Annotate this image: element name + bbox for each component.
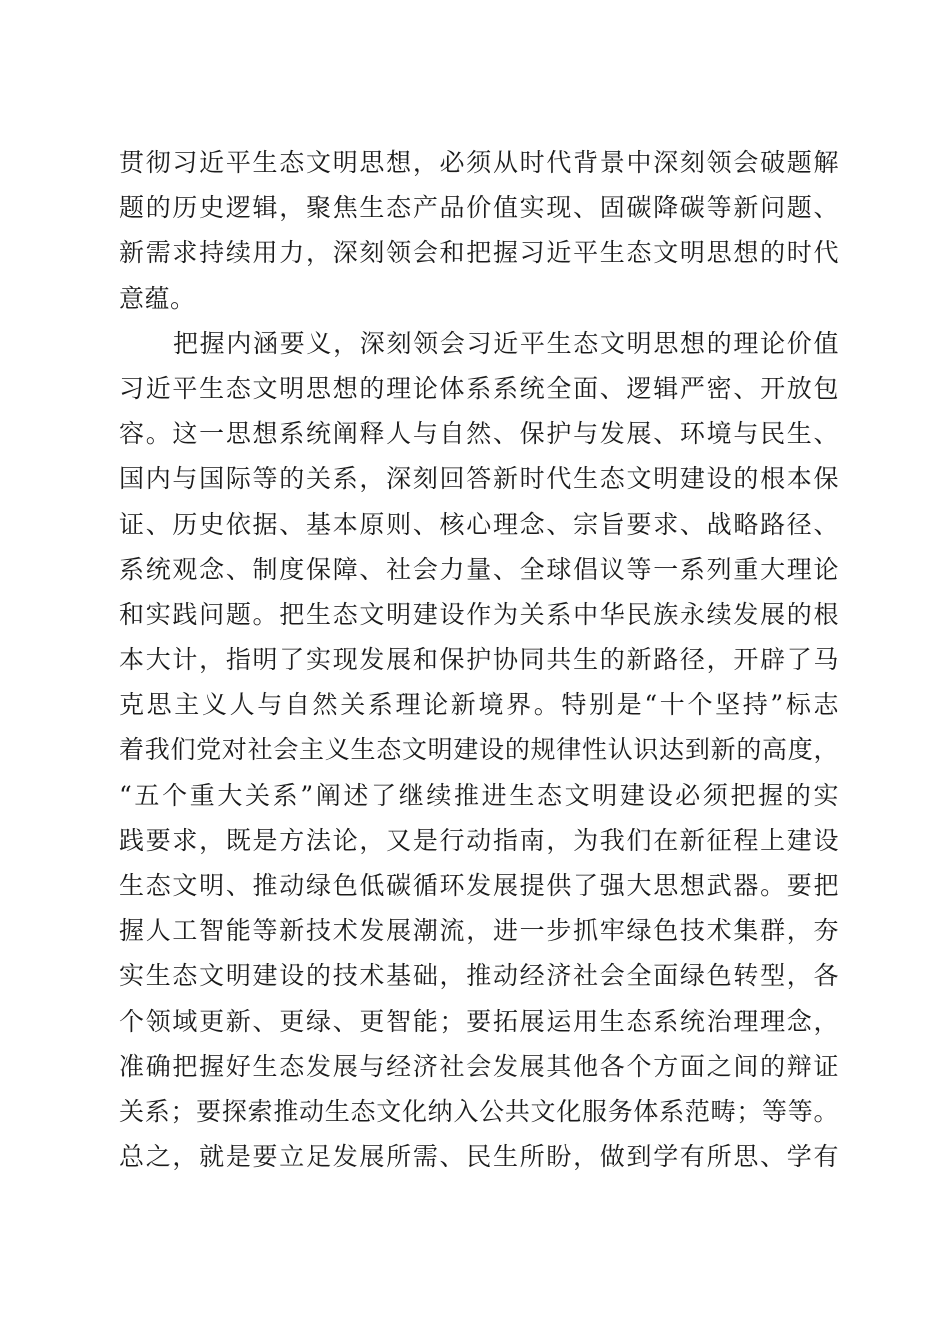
text-line: 关系；要探索推动生态文化纳入公共文化服务体系范畴；等等。 [119, 1096, 839, 1126]
text-line: 题的历史逻辑，聚焦生态产品价值实现、固碳降碳等新问题、 [119, 193, 839, 223]
text-line: 习近平生态文明思想的理论体系系统全面、逻辑严密、开放包 [119, 373, 839, 403]
text-line: 克思主义人与自然关系理论新境界。特别是“十个坚持”标志 [119, 690, 839, 720]
text-line: 生态文明、推动绿色低碳循环发展提供了强大思想武器。要把 [119, 871, 839, 900]
text-line: 个领域更新、更绿、更智能；要拓展运用生态系统治理理念， [119, 1006, 839, 1036]
text-line: “五个重大关系”阐述了继续推进生态文明建设必须把握的实 [119, 780, 839, 810]
text-line: 证、历史依据、基本原则、核心理念、宗旨要求、战略路径、 [119, 509, 839, 539]
text-line: 实生态文明建设的技术基础，推动经济社会全面绿色转型，各 [119, 961, 839, 991]
text-line: 准确把握好生态发展与经济社会发展其他各个方面之间的辩证 [119, 1051, 839, 1081]
text-line: 握人工智能等新技术发展潮流，进一步抓牢绿色技术集群，夯 [119, 916, 839, 946]
text-line: 贯彻习近平生态文明思想，必须从时代背景中深刻领会破题解 [119, 148, 839, 177]
text-line: 意蕴。 [119, 283, 196, 313]
text-line: 着我们党对社会主义生态文明建设的规律性认识达到新的高度， [119, 735, 839, 765]
text-line: 总之，就是要立足发展所需、民生所盼，做到学有所思、学有 [119, 1142, 839, 1172]
document-body [119, 140, 839, 1179]
paragraph-2 [119, 321, 839, 1180]
text-line: 系统观念、制度保障、社会力量、全球倡议等一系列重大理论 [119, 554, 839, 584]
text-line: 新需求持续用力，深刻领会和把握习近平生态文明思想的时代 [119, 238, 839, 268]
text-line: 国内与国际等的关系，深刻回答新时代生态文明建设的根本保 [119, 464, 839, 494]
text-line: 和实践问题。把生态文明建设作为关系中华民族永续发展的根 [119, 599, 839, 629]
paragraph-heading-line: 把握内涵要义，深刻领会习近平生态文明思想的理论价值 [173, 328, 839, 358]
text-line: 践要求，既是方法论，又是行动指南，为我们在新征程上建设 [119, 825, 839, 855]
paragraph-1 [119, 140, 839, 321]
text-line: 容。这一思想系统阐释人与自然、保护与发展、环境与民生、 [119, 419, 839, 449]
text-line: 本大计，指明了实现发展和保护协同共生的新路径，开辟了马 [119, 645, 839, 675]
